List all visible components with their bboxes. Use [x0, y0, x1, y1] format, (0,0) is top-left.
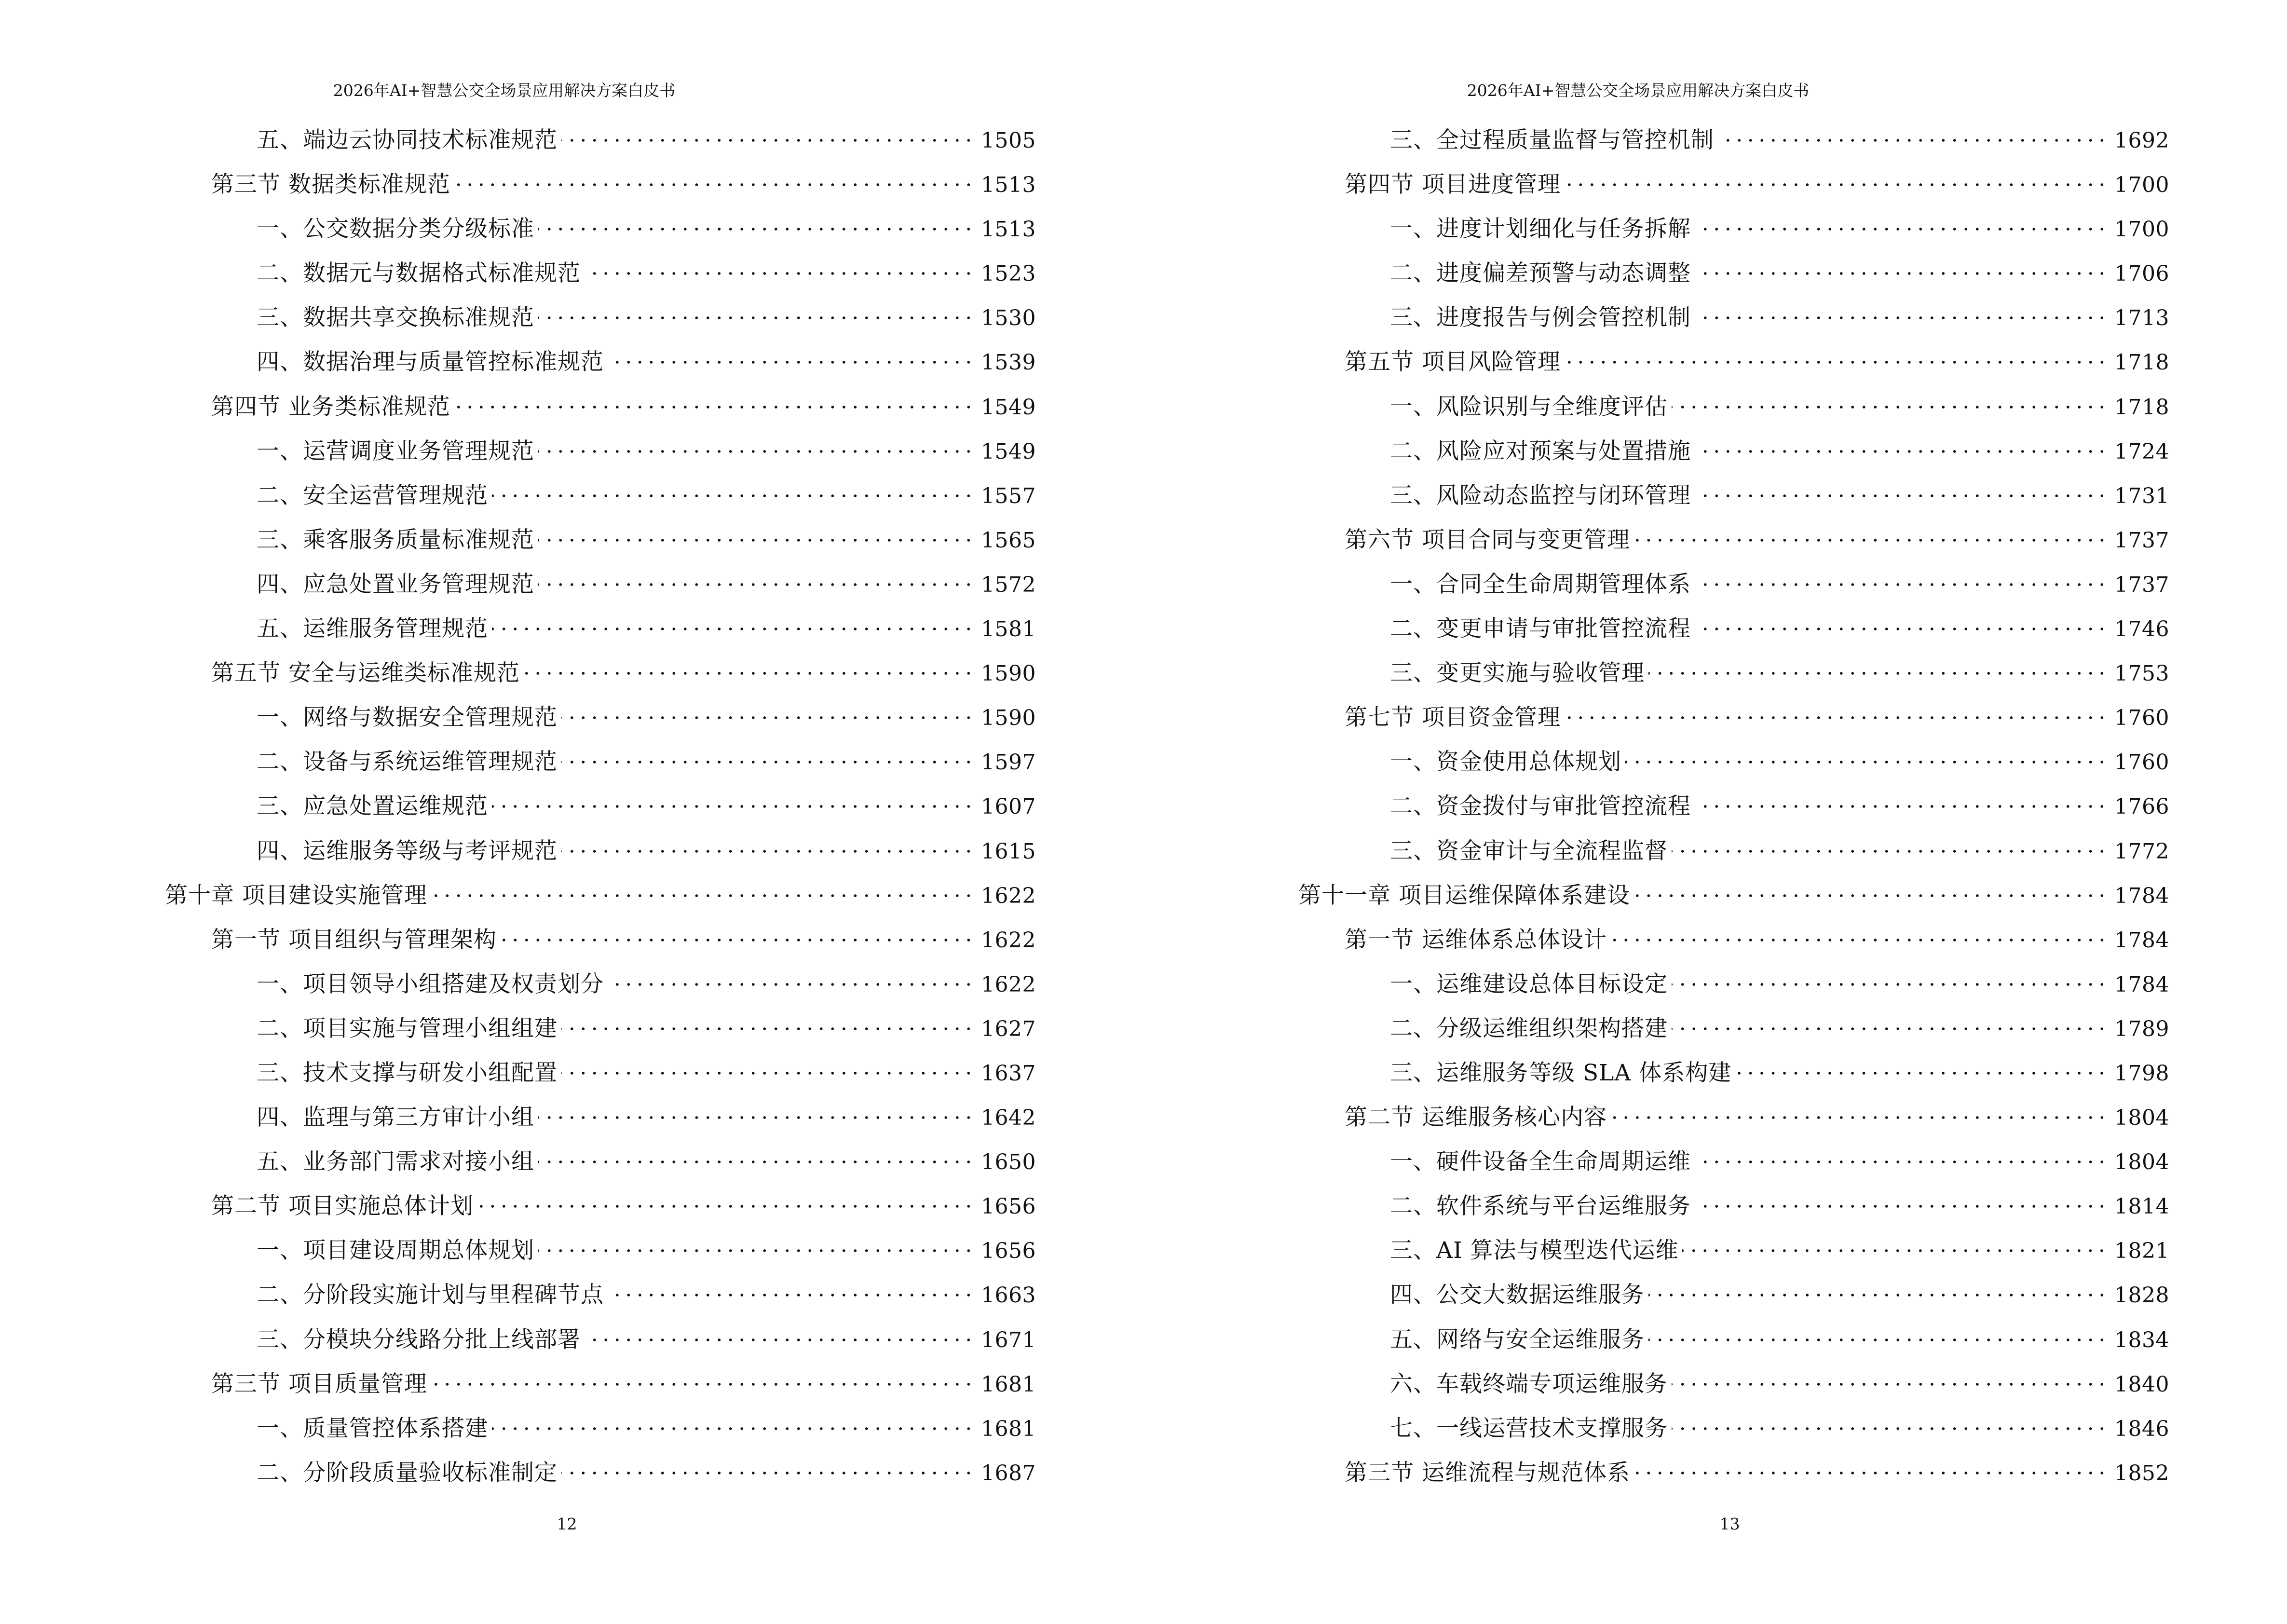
- toc-entry-title: 一、网络与数据安全管理规范: [257, 704, 558, 731]
- dot-leader: [454, 387, 974, 414]
- page-right: [1144, 0, 2287, 1624]
- dot-leader: [492, 787, 974, 814]
- toc-entry-subsection[interactable]: [1298, 832, 2169, 876]
- toc-entry-title: 四、监理与第三方审计小组: [257, 1104, 534, 1131]
- toc-entry-subsection[interactable]: [1298, 965, 2169, 1009]
- toc-entry-title: 二、风险应对预案与处置措施: [1390, 437, 1691, 464]
- toc-entry-page-number: 1766: [2114, 794, 2169, 819]
- toc-entry-title: 三、进度报告与例会管控机制: [1390, 304, 1691, 331]
- dot-leader: [1672, 965, 2108, 992]
- toc-entry-subsection[interactable]: [165, 1009, 1036, 1053]
- toc-entry-subsection[interactable]: [165, 432, 1036, 476]
- dot-leader: [561, 1453, 974, 1480]
- toc-entry-subsection[interactable]: [1298, 1275, 2169, 1320]
- toc-entry-section[interactable]: [1298, 698, 2169, 742]
- toc-entry-title: 二、分级运维组织架构搭建: [1390, 1015, 1668, 1042]
- dot-leader: [538, 1231, 974, 1258]
- toc-entry-subsection[interactable]: [1298, 298, 2169, 342]
- dot-leader: [1648, 654, 2108, 681]
- toc-entry-title: 五、网络与安全运维服务: [1390, 1326, 1645, 1353]
- toc-entry-title: 第四节 项目进度管理: [1345, 171, 1561, 198]
- toc-entry-page-number: 1597: [981, 750, 1036, 775]
- toc-entry-subsection[interactable]: [165, 742, 1036, 787]
- toc-entry-title: 五、运维服务管理规范: [257, 615, 488, 642]
- toc-entry-page-number: 1737: [2114, 528, 2169, 553]
- toc-entry-page-number: 1557: [981, 483, 1036, 508]
- dot-leader: [1672, 832, 2108, 859]
- toc-entry-title: 第七节 项目资金管理: [1345, 704, 1561, 731]
- toc-entry-title: 六、车载终端专项运维服务: [1390, 1370, 1668, 1397]
- toc-entry-page-number: 1784: [2114, 883, 2169, 908]
- toc-entry-page-number: 1622: [981, 972, 1036, 997]
- toc-entry-page-number: 1746: [2114, 617, 2169, 642]
- dot-leader: [1611, 920, 2108, 947]
- toc-entry-subsection[interactable]: [1298, 654, 2169, 698]
- dot-leader: [1695, 209, 2108, 236]
- toc-entry-subsection[interactable]: [165, 520, 1036, 565]
- toc-entry-page-number: 1821: [2114, 1239, 2169, 1264]
- toc-entry-page-number: 1731: [2114, 483, 2169, 508]
- toc-entry-page-number: 1656: [981, 1239, 1036, 1264]
- toc-entry-page-number: 1846: [2114, 1416, 2169, 1441]
- toc-entry-subsection[interactable]: [1298, 1409, 2169, 1453]
- toc-entry-subsection[interactable]: [165, 121, 1036, 165]
- toc-entry-subsection[interactable]: [165, 298, 1036, 342]
- toc-entry-page-number: 1590: [981, 661, 1036, 686]
- toc-entry-title: 二、设备与系统运维管理规范: [257, 749, 558, 776]
- toc-entry-page-number: 1834: [2114, 1327, 2169, 1352]
- toc-entry-title: 七、一线运营技术支撑服务: [1390, 1415, 1668, 1442]
- toc-entry-subsection[interactable]: [165, 832, 1036, 876]
- toc-entry-title: 第五节 项目风险管理: [1345, 349, 1561, 376]
- dot-leader: [608, 342, 974, 369]
- toc-entry-page-number: 1692: [2114, 128, 2169, 153]
- toc-entry-subsection[interactable]: [165, 1409, 1036, 1453]
- dot-leader: [1565, 165, 2108, 192]
- toc-entry-subsection[interactable]: [1298, 1231, 2169, 1275]
- dot-leader: [1718, 121, 2108, 148]
- toc-entry-title: 第一节 项目组织与管理架构: [211, 926, 497, 953]
- dot-leader: [1695, 254, 2108, 281]
- toc-entry-subsection[interactable]: [1298, 1320, 2169, 1365]
- toc-entry-page-number: 1784: [2114, 972, 2169, 997]
- dot-leader: [561, 742, 974, 769]
- dot-leader: [1695, 298, 2108, 325]
- toc-entry-page-number: 1590: [981, 706, 1036, 731]
- toc-entry-title: 第四节 业务类标准规范: [211, 393, 450, 420]
- table-of-contents: [165, 121, 1036, 1498]
- toc-entry-subsection[interactable]: [165, 254, 1036, 298]
- toc-entry-title: 三、全过程质量监督与管控机制: [1390, 127, 1714, 153]
- toc-entry-title: 第三节 数据类标准规范: [211, 171, 450, 198]
- toc-entry-page-number: 1565: [981, 528, 1036, 553]
- dot-leader: [538, 209, 974, 236]
- dot-leader: [492, 609, 974, 636]
- toc-entry-subsection[interactable]: [165, 1231, 1036, 1275]
- toc-entry-title: 三、乘客服务质量标准规范: [257, 526, 534, 553]
- dot-leader: [585, 1320, 974, 1347]
- toc-entry-page-number: 1798: [2114, 1061, 2169, 1086]
- toc-entry-title: 二、分阶段质量验收标准制定: [257, 1459, 558, 1486]
- dot-leader: [1695, 1142, 2108, 1169]
- dot-leader: [538, 432, 974, 459]
- toc-entry-subsection[interactable]: [1298, 1009, 2169, 1053]
- page-number: 12: [557, 1515, 577, 1533]
- toc-entry-subsection[interactable]: [1298, 1142, 2169, 1187]
- toc-entry-section[interactable]: [165, 1365, 1036, 1409]
- toc-entry-subsection[interactable]: [1298, 609, 2169, 654]
- toc-entry-page-number: 1650: [981, 1150, 1036, 1175]
- toc-entry-title: 一、风险识别与全维度评估: [1390, 393, 1668, 420]
- toc-entry-subsection[interactable]: [165, 476, 1036, 520]
- dot-leader: [501, 920, 974, 947]
- toc-entry-title: 第三节 运维流程与规范体系: [1345, 1459, 1630, 1486]
- dot-leader: [1648, 1320, 2108, 1347]
- toc-entry-section[interactable]: [165, 654, 1036, 698]
- toc-entry-subsection[interactable]: [1298, 432, 2169, 476]
- dot-leader: [1695, 432, 2108, 459]
- toc-entry-subsection[interactable]: [165, 1098, 1036, 1142]
- dot-leader: [1695, 609, 2108, 636]
- toc-entry-page-number: 1828: [2114, 1283, 2169, 1308]
- dot-leader: [561, 121, 974, 148]
- toc-entry-subsection[interactable]: [165, 209, 1036, 254]
- toc-entry-title: 二、资金拨付与审批管控流程: [1390, 793, 1691, 820]
- toc-entry-page-number: 1804: [2114, 1150, 2169, 1175]
- dot-leader: [1695, 1187, 2108, 1214]
- toc-entry-title: 一、运维建设总体目标设定: [1390, 970, 1668, 997]
- toc-entry-page-number: 1753: [2114, 661, 2169, 686]
- toc-entry-page-number: 1789: [2114, 1016, 2169, 1041]
- toc-entry-title: 第十一章 项目运维保障体系建设: [1298, 882, 1630, 909]
- toc-entry-title: 三、技术支撑与研发小组配置: [257, 1059, 558, 1086]
- dot-leader: [561, 698, 974, 725]
- toc-entry-title: 四、公交大数据运维服务: [1390, 1282, 1645, 1309]
- dot-leader: [1672, 1009, 2108, 1036]
- dot-leader: [585, 254, 974, 281]
- toc-entry-title: 一、合同全生命周期管理体系: [1390, 571, 1691, 598]
- dot-leader: [561, 1009, 974, 1036]
- dot-leader: [1648, 1275, 2108, 1302]
- toc-entry-subsection[interactable]: [1298, 209, 2169, 254]
- toc-entry-subsection[interactable]: [165, 1453, 1036, 1498]
- dot-leader: [1682, 1231, 2108, 1258]
- toc-entry-page-number: 1681: [981, 1416, 1036, 1441]
- toc-entry-title: 第二节 项目实施总体计划: [211, 1193, 474, 1220]
- toc-entry-subsection[interactable]: [1298, 387, 2169, 432]
- toc-entry-title: 一、项目领导小组搭建及权责划分: [257, 970, 604, 997]
- toc-entry-page-number: 1523: [981, 261, 1036, 287]
- toc-entry-section[interactable]: [165, 1187, 1036, 1231]
- dot-leader: [1634, 520, 2108, 547]
- toc-entry-section[interactable]: [165, 387, 1036, 432]
- dot-leader: [492, 476, 974, 503]
- toc-entry-page-number: 1663: [981, 1283, 1036, 1308]
- toc-entry-page-number: 1840: [2114, 1372, 2169, 1397]
- toc-entry-subsection[interactable]: [1298, 1053, 2169, 1098]
- toc-entry-page-number: 1637: [981, 1061, 1036, 1086]
- dot-leader: [1611, 1098, 2108, 1125]
- toc-entry-page-number: 1530: [981, 306, 1036, 331]
- toc-entry-subsection[interactable]: [165, 1320, 1036, 1365]
- toc-entry-subsection[interactable]: [165, 698, 1036, 742]
- dot-leader: [538, 565, 974, 592]
- toc-entry-page-number: 1718: [2114, 350, 2169, 375]
- toc-entry-title: 三、AI 算法与模型迭代运维: [1390, 1237, 1679, 1264]
- toc-entry-subsection[interactable]: [165, 565, 1036, 609]
- toc-entry-section[interactable]: [1298, 165, 2169, 209]
- toc-entry-subsection[interactable]: [165, 965, 1036, 1009]
- toc-entry-title: 二、项目实施与管理小组组建: [257, 1015, 558, 1042]
- dot-leader: [492, 1409, 974, 1436]
- toc-entry-page-number: 1724: [2114, 439, 2169, 464]
- toc-entry-page-number: 1627: [981, 1016, 1036, 1041]
- dot-leader: [561, 1053, 974, 1080]
- toc-entry-chapter[interactable]: [1298, 876, 2169, 920]
- toc-entry-chapter[interactable]: [165, 876, 1036, 920]
- dot-leader: [1634, 876, 2108, 903]
- toc-entry-page-number: 1607: [981, 794, 1036, 819]
- dot-leader: [608, 965, 974, 992]
- toc-entry-page-number: 1549: [981, 439, 1036, 464]
- toc-entry-page-number: 1572: [981, 572, 1036, 597]
- toc-entry-page-number: 1814: [2114, 1194, 2169, 1219]
- toc-entry-page-number: 1622: [981, 883, 1036, 908]
- toc-entry-subsection[interactable]: [1298, 121, 2169, 165]
- toc-entry-page-number: 1681: [981, 1372, 1036, 1397]
- toc-entry-page-number: 1737: [2114, 572, 2169, 597]
- toc-entry-page-number: 1505: [981, 128, 1036, 153]
- toc-entry-title: 三、资金审计与全流程监督: [1390, 837, 1668, 864]
- toc-entry-page-number: 1513: [981, 217, 1036, 242]
- toc-entry-section[interactable]: [1298, 920, 2169, 965]
- toc-entry-subsection[interactable]: [1298, 787, 2169, 831]
- toc-entry-section[interactable]: [1298, 1098, 2169, 1142]
- toc-entry-title: 五、业务部门需求对接小组: [257, 1148, 534, 1175]
- toc-entry-title: 第五节 安全与运维类标准规范: [211, 660, 520, 687]
- toc-entry-page-number: 1784: [2114, 928, 2169, 953]
- toc-entry-subsection[interactable]: [1298, 254, 2169, 298]
- dot-leader: [454, 165, 974, 192]
- toc-entry-title: 一、硬件设备全生命周期运维: [1390, 1148, 1691, 1175]
- toc-entry-title: 二、变更申请与审批管控流程: [1390, 615, 1691, 642]
- toc-entry-title: 一、资金使用总体规划: [1390, 749, 1621, 776]
- running-header: 2026年AI+智慧公交全场景应用解决方案白皮书: [1467, 81, 1810, 100]
- toc-entry-page-number: 1706: [2114, 261, 2169, 287]
- toc-entry-section[interactable]: [1298, 342, 2169, 387]
- toc-entry-title: 一、进度计划细化与任务拆解: [1390, 216, 1691, 243]
- toc-entry-subsection[interactable]: [1298, 476, 2169, 520]
- page-number: 13: [1719, 1515, 1740, 1533]
- toc-entry-page-number: 1622: [981, 928, 1036, 953]
- dot-leader: [1634, 1453, 2108, 1480]
- toc-entry-title: 五、端边云协同技术标准规范: [257, 127, 558, 153]
- toc-entry-subsection[interactable]: [1298, 742, 2169, 787]
- toc-entry-section[interactable]: [1298, 1453, 2169, 1498]
- toc-entry-title: 一、质量管控体系搭建: [257, 1415, 488, 1442]
- toc-entry-title: 三、变更实施与验收管理: [1390, 660, 1645, 687]
- toc-entry-title: 四、应急处置业务管理规范: [257, 571, 534, 598]
- toc-entry-title: 四、数据治理与质量管控标准规范: [257, 349, 604, 376]
- toc-entry-title: 三、风险动态监控与闭环管理: [1390, 482, 1691, 509]
- toc-entry-subsection[interactable]: [165, 787, 1036, 831]
- toc-entry-page-number: 1713: [2114, 306, 2169, 331]
- dot-leader: [1565, 698, 2108, 725]
- dot-leader: [431, 876, 974, 903]
- toc-entry-page-number: 1772: [2114, 839, 2169, 864]
- toc-entry-title: 四、运维服务等级与考评规范: [257, 837, 558, 864]
- dot-leader: [1672, 1365, 2108, 1392]
- toc-entry-page-number: 1539: [981, 350, 1036, 375]
- toc-entry-title: 三、分模块分线路分批上线部署: [257, 1326, 581, 1353]
- toc-entry-subsection[interactable]: [165, 609, 1036, 654]
- toc-entry-page-number: 1656: [981, 1194, 1036, 1219]
- toc-entry-subsection[interactable]: [1298, 1187, 2169, 1231]
- dot-leader: [431, 1365, 974, 1392]
- toc-entry-title: 一、项目建设周期总体规划: [257, 1237, 534, 1264]
- dot-leader: [538, 520, 974, 547]
- toc-entry-title: 二、安全运营管理规范: [257, 482, 488, 509]
- toc-entry-title: 第三节 项目质量管理: [211, 1370, 427, 1397]
- toc-entry-page-number: 1760: [2114, 706, 2169, 731]
- toc-entry-page-number: 1549: [981, 395, 1036, 420]
- toc-entry-page-number: 1760: [2114, 750, 2169, 775]
- toc-entry-section[interactable]: [165, 920, 1036, 965]
- dot-leader: [1672, 1409, 2108, 1436]
- dot-leader: [1695, 787, 2108, 814]
- toc-entry-page-number: 1700: [2114, 173, 2169, 198]
- toc-entry-page-number: 1615: [981, 839, 1036, 864]
- dot-leader: [477, 1187, 974, 1214]
- toc-entry-page-number: 1513: [981, 173, 1036, 198]
- toc-entry-section[interactable]: [165, 165, 1036, 209]
- toc-entry-page-number: 1804: [2114, 1105, 2169, 1131]
- toc-entry-title: 三、运维服务等级 SLA 体系构建: [1390, 1059, 1732, 1086]
- toc-entry-subsection[interactable]: [1298, 565, 2169, 609]
- dot-leader: [1695, 565, 2108, 592]
- running-header: 2026年AI+智慧公交全场景应用解决方案白皮书: [333, 81, 676, 100]
- dot-leader: [1735, 1053, 2108, 1080]
- dot-leader: [608, 1275, 974, 1302]
- toc-entry-title: 第一节 运维体系总体设计: [1345, 926, 1607, 953]
- toc-entry-title: 三、数据共享交换标准规范: [257, 304, 534, 331]
- toc-entry-page-number: 1700: [2114, 217, 2169, 242]
- toc-entry-subsection[interactable]: [165, 1275, 1036, 1320]
- toc-entry-title: 二、软件系统与平台运维服务: [1390, 1193, 1691, 1220]
- table-of-contents: [1298, 121, 2169, 1498]
- toc-entry-section[interactable]: [1298, 520, 2169, 565]
- toc-entry-title: 第六节 项目合同与变更管理: [1345, 526, 1630, 553]
- toc-entry-page-number: 1718: [2114, 395, 2169, 420]
- toc-entry-title: 二、分阶段实施计划与里程碑节点: [257, 1282, 604, 1309]
- toc-entry-title: 二、进度偏差预警与动态调整: [1390, 260, 1691, 287]
- dot-leader: [1672, 387, 2108, 414]
- toc-entry-title: 第二节 运维服务核心内容: [1345, 1104, 1607, 1131]
- toc-entry-title: 一、运营调度业务管理规范: [257, 437, 534, 464]
- dot-leader: [1695, 476, 2108, 503]
- dot-leader: [1625, 742, 2108, 769]
- toc-entry-page-number: 1671: [981, 1327, 1036, 1352]
- dot-leader: [538, 298, 974, 325]
- dot-leader: [524, 654, 974, 681]
- dot-leader: [538, 1098, 974, 1125]
- dot-leader: [538, 1142, 974, 1169]
- toc-entry-title: 一、公交数据分类分级标准: [257, 216, 534, 243]
- toc-entry-subsection[interactable]: [165, 1142, 1036, 1187]
- toc-entry-page-number: 1687: [981, 1460, 1036, 1486]
- toc-entry-subsection[interactable]: [165, 342, 1036, 387]
- dot-leader: [561, 832, 974, 859]
- toc-entry-subsection[interactable]: [1298, 1365, 2169, 1409]
- toc-entry-title: 第十章 项目建设实施管理: [165, 882, 427, 909]
- toc-entry-page-number: 1852: [2114, 1460, 2169, 1486]
- toc-entry-page-number: 1642: [981, 1105, 1036, 1131]
- toc-entry-subsection[interactable]: [165, 1053, 1036, 1098]
- toc-entry-page-number: 1581: [981, 617, 1036, 642]
- toc-entry-title: 三、应急处置运维规范: [257, 793, 488, 820]
- dot-leader: [1565, 342, 2108, 369]
- toc-entry-title: 二、数据元与数据格式标准规范: [257, 260, 581, 287]
